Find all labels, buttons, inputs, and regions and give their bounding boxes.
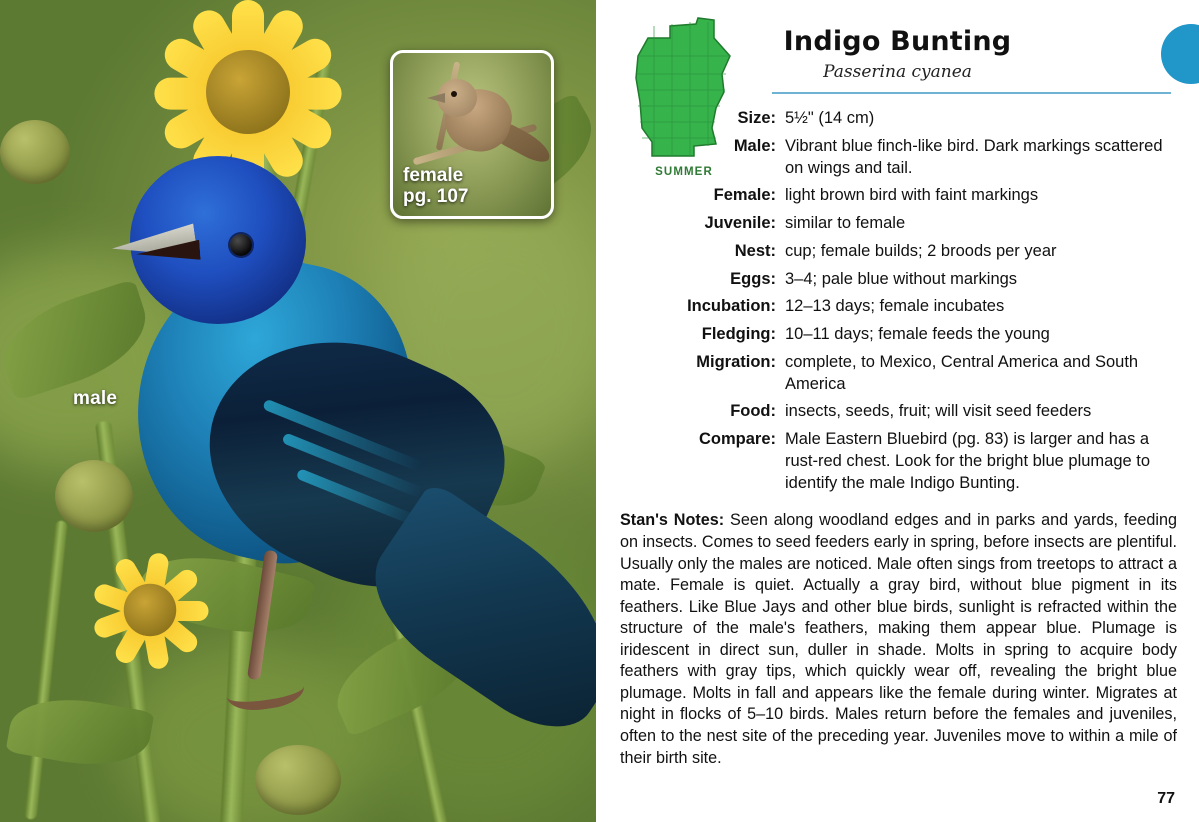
fact-row-fledging xyxy=(620,324,1177,346)
flower-bud xyxy=(0,120,70,184)
fact-label: Fledging: xyxy=(701,325,776,344)
stans-notes-body: Seen along woodland edges and in parks and yards, feeding on insects. Comes to seed feeders early in spring, before insects are plentiful. Usually only the males are noticed. Male often sings from treetops to attract a mate. Female is quiet. Actually a gray bird, without blue pigment in its feathers. Like Blue Jays and other blue birds, sunlight is refracted within the structure of the male's feathers, making them appear blue. Plumage is iridescent in direct sun, duller in shade. Molts in spring to acquire body feathers with gray tips, which quickly wear off, revealing the bright blue plumage. Molts in fall and appears like the female during winter. Migrates at night in flocks of 5–10 birds. Males return before the females and juveniles, often to the nest site of the preceding year. Juveniles move to within a mile of their birth site. xyxy=(620,511,1178,767)
flower-bud xyxy=(255,745,341,815)
fact-value: cup; female builds; 2 broods per year xyxy=(785,241,1057,260)
fact-value: similar to female xyxy=(785,214,906,233)
stans-notes xyxy=(620,510,1177,769)
fact-label: Migration: xyxy=(696,352,776,371)
female-caption-line2: pg. 107 xyxy=(403,186,469,208)
page-title: Indigo Bunting xyxy=(783,26,1012,57)
fact-label: Nest: xyxy=(734,241,776,260)
fact-row-compare xyxy=(620,429,1177,494)
fact-value: Male Eastern Bluebird (pg. 83) is larger and has a rust-red chest. Look for the bright blue plumage to identify the male Indigo Bunting. xyxy=(785,430,1151,492)
fact-row-nest xyxy=(620,241,1177,263)
fact-value: 3–4; pale blue without markings xyxy=(785,269,1018,288)
female-bird-eye xyxy=(451,91,457,97)
fact-value: 10–11 days; female feeds the young xyxy=(785,325,1050,344)
season-label: SUMMER xyxy=(655,166,713,178)
fact-row-migration xyxy=(620,352,1177,396)
male-label: male xyxy=(73,388,118,409)
male-indigo-bunting xyxy=(88,130,568,750)
fact-row-juvenile xyxy=(620,213,1177,235)
fact-label: Food: xyxy=(730,402,776,421)
fact-value: Vibrant blue finch-like bird. Dark markings scattered on wings and tail. xyxy=(785,136,1163,177)
bird-leg xyxy=(247,550,278,681)
female-inset-photo xyxy=(390,50,554,219)
stans-notes-heading: Stan's Notes: xyxy=(620,511,725,530)
fact-row-eggs xyxy=(620,269,1177,291)
female-bird-beak xyxy=(427,93,445,103)
title-divider xyxy=(772,92,1171,94)
fact-label: Female: xyxy=(713,186,776,205)
fact-value: 5½" (14 cm) xyxy=(785,109,875,127)
bird-photograph xyxy=(0,0,596,822)
fact-label: Eggs: xyxy=(730,269,776,288)
fact-label: Juvenile: xyxy=(704,214,776,233)
fact-value: 12–13 days; female incubates xyxy=(785,297,1005,316)
fact-label: Size: xyxy=(737,109,776,127)
fact-label: Incubation: xyxy=(687,297,776,316)
fact-row-female xyxy=(620,185,1177,207)
fact-label: Compare: xyxy=(698,430,776,449)
fact-row-food xyxy=(620,401,1177,423)
bird-eye xyxy=(230,234,252,256)
fact-value: complete, to Mexico, Central America and South America xyxy=(785,352,1139,393)
female-inset-caption xyxy=(403,166,468,208)
fact-value: light brown bird with faint markings xyxy=(785,186,1039,205)
minnesota-map-icon xyxy=(632,16,736,162)
scientific-name: Passerina cyanea xyxy=(823,62,972,82)
page-number: 77 xyxy=(1157,790,1175,807)
female-caption-line1: female xyxy=(403,165,464,187)
bird-head xyxy=(130,156,306,324)
range-map xyxy=(624,16,744,178)
fact-row-incubation xyxy=(620,296,1177,318)
fact-label: Male: xyxy=(733,136,776,155)
fact-value: insects, seeds, fruit; will visit seed feeders xyxy=(785,402,1092,421)
bird-foot xyxy=(224,665,307,714)
species-info-page xyxy=(596,0,1199,822)
